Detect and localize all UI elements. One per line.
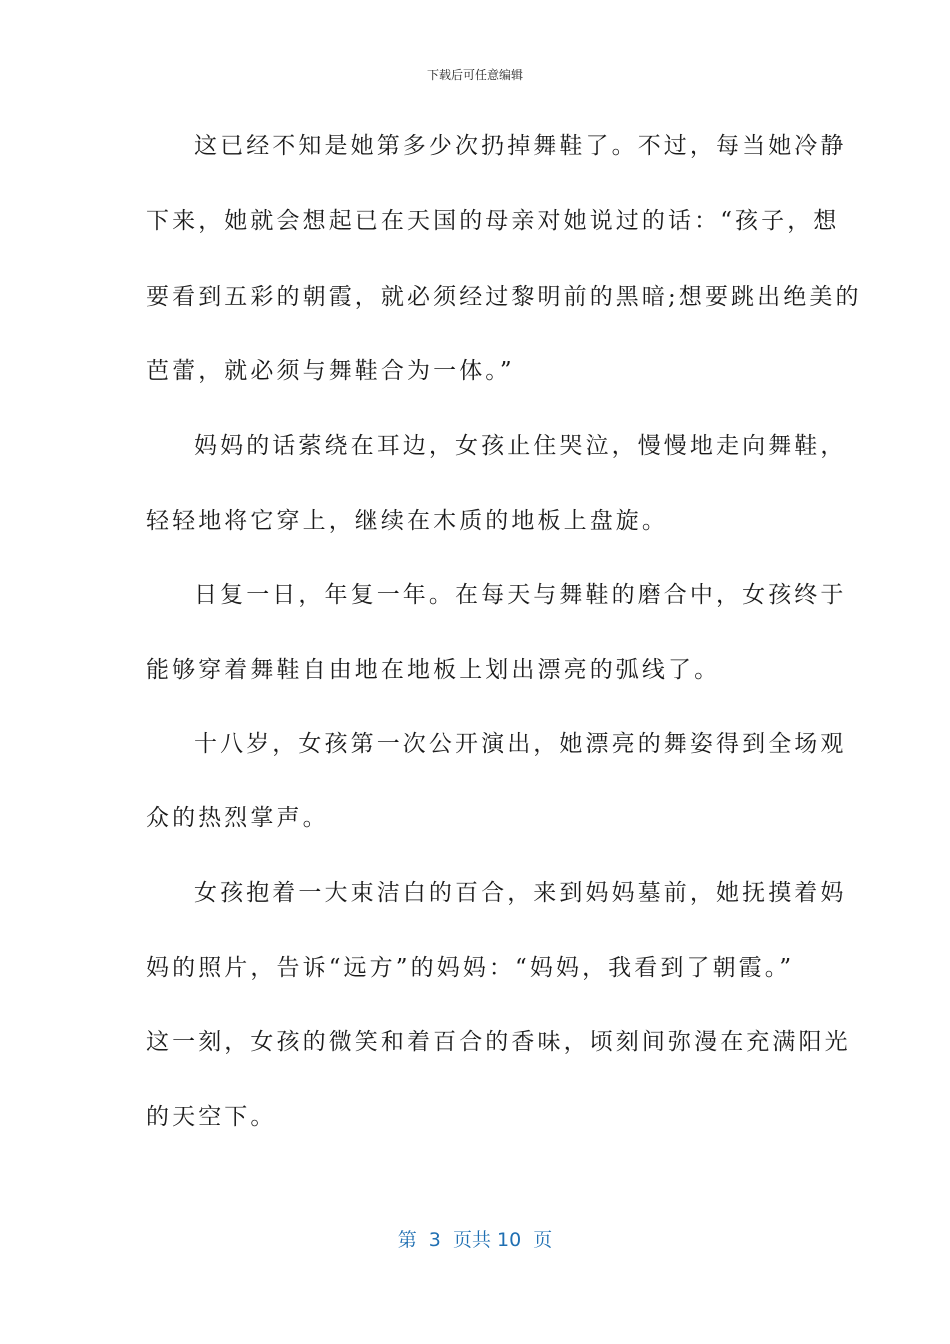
text-line: 女孩抱着一大束洁白的百合，来到妈妈墓前，她抚摸着妈 [194,880,847,906]
text-line: 的天空下。 [146,1104,277,1130]
page-header: 下载后可任意编辑 [426,68,523,82]
text-line: 下来，她就会想起已在天国的母亲对她说过的话：“孩子，想 [146,208,840,234]
text-line: 要看到五彩的朝霞，就必须经过黎明前的黑暗;想要跳出绝美的 [146,284,862,310]
text-line: 妈妈的话萦绕在耳边，女孩止住哭泣，慢慢地走向舞鞋， [194,433,847,459]
text-line: 这一刻，女孩的微笑和着百合的香味，顷刻间弥漫在充满阳光 [146,1029,851,1055]
text-line: 能够穿着舞鞋自由地在地板上划出漂亮的弧线了。 [146,657,721,683]
text-line: 众的热烈掌声。 [146,805,329,831]
text-line: 轻轻地将它穿上，继续在木质的地板上盘旋。 [146,508,668,534]
text-line: 日复一日，年复一年。在每天与舞鞋的磨合中，女孩终于 [194,582,847,608]
page-number: 第 3 页共 10 页 [397,1229,553,1251]
text-line: 这已经不知是她第多少次扔掉舞鞋了。不过，每当她冷静 [194,133,847,159]
text-line: 十八岁，女孩第一次公开演出，她漂亮的舞姿得到全场观 [194,731,847,757]
text-line: 妈的照片，告诉“远方”的妈妈：“妈妈，我看到了朝霞。” [146,955,795,981]
text-line: 芭蕾，就必须与舞鞋合为一体。” [146,358,515,384]
